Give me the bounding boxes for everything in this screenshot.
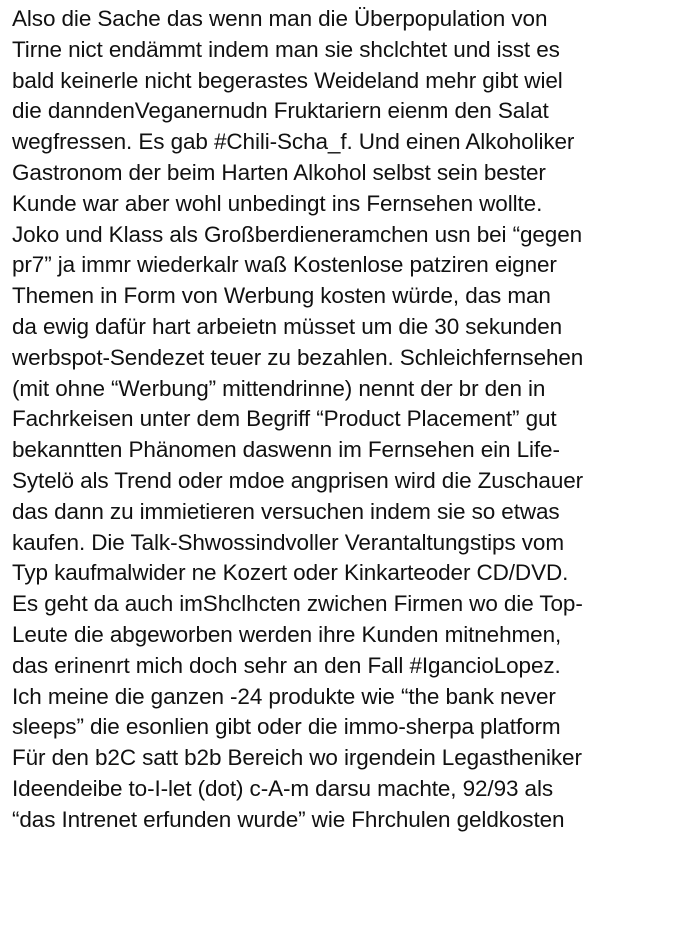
- text-line: “das Intrenet erfunden wurde” wie Fhrchulen geldkosten: [12, 806, 565, 832]
- text-line: die danndenVeganernudn Fruktariern eienm den Salat: [12, 98, 549, 124]
- text-line: Es geht da auch imShclhcten zwichen Firmen wo die Top-: [12, 591, 583, 617]
- text-line: (mit ohne “Werbung” mittendrinne) nennt der br den in: [12, 375, 546, 401]
- text-line: wegfressen. Es gab #Chili-Scha_f. Und einen Alkoholiker: [12, 129, 575, 155]
- text-line: pr7” ja immr wiederkalr waß Kostenlose patziren eigner: [12, 252, 557, 278]
- text-line: das dann zu immietieren versuchen indem sie so etwas: [12, 498, 560, 524]
- text-line: kaufen. Die Talk-Shwossindvoller Verantaltungstips vom: [12, 529, 564, 555]
- text-line: da ewig dafür hart arbeietn müsset um die 30 sekunden: [12, 313, 563, 339]
- text-line: bekanntten Phänomen daswenn im Fernsehen ein Life-: [12, 437, 560, 463]
- text-line: das erinenrt mich doch sehr an den Fall #IgancioLopez.: [12, 652, 561, 678]
- text-line: Typ kaufmalwider ne Kozert oder Kinkarteoder CD/DVD.: [12, 560, 569, 586]
- text-line: Also die Sache das wenn man die Überpopulation von: [12, 6, 548, 31]
- body-text: [12, 4, 682, 836]
- text-line: Themen in Form von Werbung kosten würde, das man: [12, 283, 551, 309]
- text-line: Ich meine die ganzen -24 produkte wie “the bank never: [12, 683, 556, 709]
- text-line: Sytelö als Trend oder mdoe angprisen wird die Zuschauer: [12, 467, 584, 493]
- text-line: Leute die abgeworben werden ihre Kunden mitnehmen,: [12, 621, 562, 647]
- text-line: sleeps” die esonlien gibt oder die immo-sherpa platform: [12, 714, 561, 740]
- text-line: Tirne nict endämmt indem man sie shclchtet und isst es: [12, 36, 560, 62]
- text-line: Fachrkeisen unter dem Begriff “Product Placement” gut: [12, 406, 557, 432]
- text-line: werbspot-Sendezet teuer zu bezahlen. Schleichfernsehen: [12, 344, 584, 370]
- text-line: Kunde war aber wohl unbedingt ins Fernsehen wollte.: [12, 190, 543, 216]
- text-line: Gastronom der beim Harten Alkohol selbst sein bester: [12, 159, 546, 185]
- text-line: Joko und Klass als Großberdieneramchen usn bei “gegen: [12, 221, 583, 247]
- text-line: Ideendeibe to-I-let (dot) c-A-m darsu machte, 92/93 als: [12, 775, 554, 801]
- text-line: Für den b2C satt b2b Bereich wo irgendein Legastheniker: [12, 745, 582, 771]
- text-line: bald keinerle nicht begerastes Weideland mehr gibt wiel: [12, 67, 563, 93]
